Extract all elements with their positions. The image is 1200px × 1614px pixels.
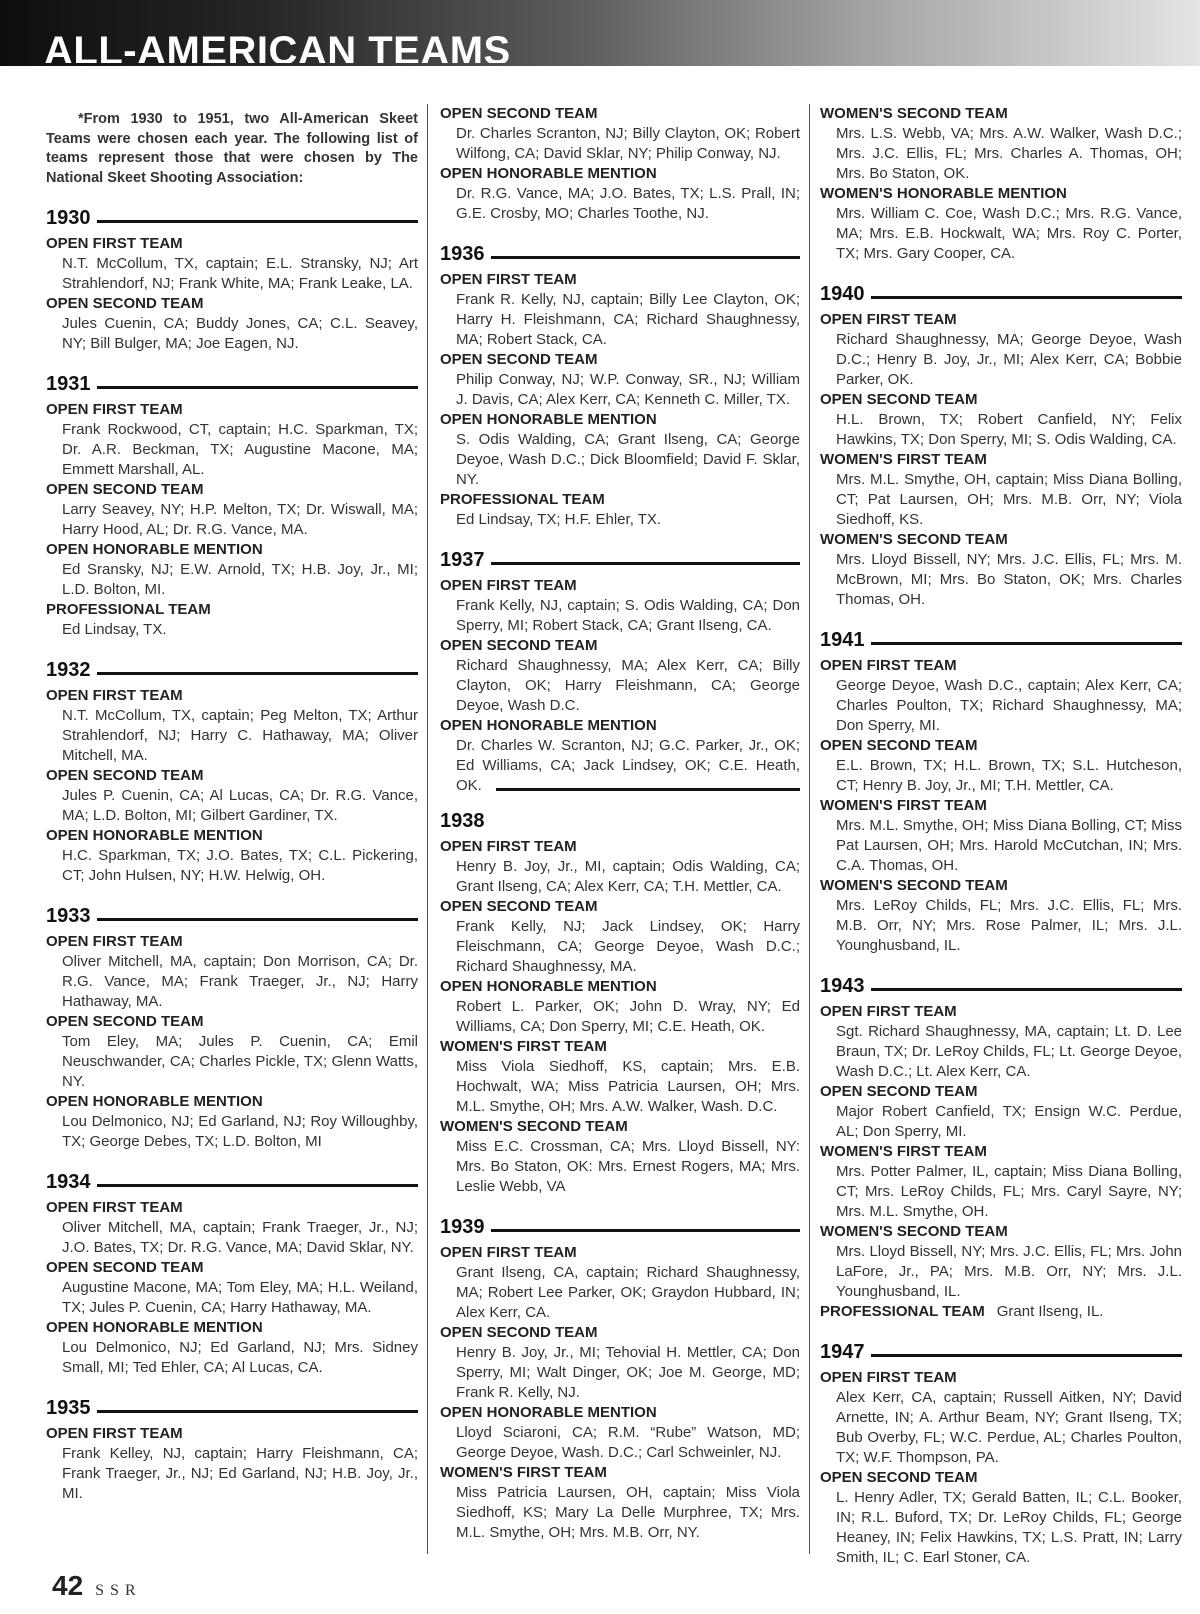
team-members: Alex Kerr, CA, captain; Russell Aitken, NY; David Arnette, IN; A. Arthur Beam, NY; Grant Ilseng, TX; Bub Overby, FL; W.C. Perdue, AL; Charles Poulton, TX; W.F. Thompson, PA. [836, 1389, 1182, 1466]
team-block [820, 1142, 1182, 1222]
team-block [440, 1403, 800, 1463]
team-heading: OPEN FIRST TEAM [46, 933, 183, 950]
team-block [440, 837, 800, 897]
team-members: Grant Ilseng, CA, captain; Richard Shaughnessy, MA; Robert Lee Parker, OK; Graydon Hubbard, IN; Alex Kerr, CA. [456, 1264, 800, 1321]
column-divider [427, 104, 428, 1554]
year-rule [97, 1184, 419, 1187]
team-block [440, 1463, 800, 1543]
year-rule [871, 988, 1183, 991]
team-heading: WOMEN'S HONORABLE MENTION [820, 185, 1067, 202]
team-heading: WOMEN'S SECOND TEAM [440, 1118, 628, 1135]
team-members: Lou Delmonico, NJ; Ed Garland, NJ; Mrs. Sidney Small, MI; Ted Ehler, CA; Al Lucas, CA. [62, 1339, 418, 1376]
team-members: L. Henry Adler, TX; Gerald Batten, IL; C.L. Booker, IN; R.L. Buford, TX; Dr. LeRoy Childs, FL; George Heaney, IN; Felix Hawkins, TX; L.S. Pratt, IN; Larry Smith, IL; C. Earl Stoner, CA. [836, 1489, 1182, 1566]
year-heading [46, 658, 418, 682]
team-heading: PROFESSIONAL TEAM [440, 491, 605, 508]
team-heading: OPEN FIRST TEAM [440, 577, 577, 594]
team-block [46, 1258, 418, 1318]
team-heading: OPEN HONORABLE MENTION [46, 1093, 263, 1110]
year-section [440, 242, 800, 530]
team-block [820, 310, 1182, 390]
team-heading: OPEN SECOND TEAM [440, 351, 598, 368]
year-section [440, 548, 800, 794]
team-heading: OPEN FIRST TEAM [820, 1369, 957, 1386]
team-block [820, 390, 1182, 450]
team-heading: WOMEN'S FIRST TEAM [820, 1143, 987, 1160]
team-members: Henry B. Joy, Jr., MI; Tehovial H. Mettler, CA; Don Sperry, MI; Walt Dinger, OK; Joe M. George, MD; Frank R. Kelly, NJ. [456, 1344, 800, 1401]
team-block [46, 932, 418, 1012]
team-members: Richard Shaughnessy, MA; George Deyoe, Wash D.C.; Henry B. Joy, Jr., MI; Alex Kerr, CA; Bobbie Parker, OK. [836, 331, 1182, 388]
team-members: Frank Kelly, NJ; Jack Lindsey, OK; Harry Fleischmann, CA; George Deyoe, Wash D.C.; Richard Shaughnessy, MA. [456, 918, 800, 975]
team-members: Dr. Charles Scranton, NJ; Billy Clayton, OK; Robert Wilfong, CA; David Sklar, NY; Philip Conway, NJ. [456, 125, 800, 162]
team-block [46, 766, 418, 826]
team-block [440, 1243, 800, 1323]
year-rule [97, 220, 419, 223]
team-block [440, 977, 800, 1037]
team-members: Mrs. L.S. Webb, VA; Mrs. A.W. Walker, Wash D.C.; Mrs. J.C. Ellis, FL; Mrs. Charles A. Thomas, OH; Mrs. Bo Staton, OK. [836, 125, 1182, 182]
team-block [46, 540, 418, 600]
team-heading: OPEN FIRST TEAM [46, 1199, 183, 1216]
team-members: Major Robert Canfield, TX; Ensign W.C. Perdue, AL; Don Sperry, MI. [836, 1103, 1182, 1140]
team-members: Oliver Mitchell, MA, captain; Don Morrison, CA; Dr. R.G. Vance, MA; Frank Traeger, Jr., NJ; Harry Hathaway, MA. [62, 953, 418, 1010]
team-members: Mrs. LeRoy Childs, FL; Mrs. J.C. Ellis, FL; Mrs. M.B. Orr, NY; Mrs. Rose Palmer, IL; Mrs. J.L. Younghusband, IL. [836, 897, 1182, 954]
team-members: Mrs. M.L. Smythe, OH; Miss Diana Bolling, CT; Miss Pat Laursen, OH; Mrs. Harold McCutchan, IN; Mrs. C.A. Thomas, OH. [836, 817, 1182, 874]
header-banner [0, 0, 1200, 66]
year-label: 1939 [440, 1216, 485, 1238]
team-block [440, 104, 800, 164]
team-heading: OPEN HONORABLE MENTION [440, 978, 657, 995]
team-block [46, 686, 418, 766]
team-block [820, 1082, 1182, 1142]
column-divider [809, 104, 810, 1554]
team-members: Mrs. Lloyd Bissell, NY; Mrs. J.C. Ellis, FL; Mrs. John LaFore, Jr., PA; Mrs. M.B. Orr, NY; Mrs. J.L. Younghusband, IL. [836, 1243, 1182, 1300]
team-members: Larry Seavey, NY; H.P. Melton, TX; Dr. Wiswall, MA; Harry Hood, AL; Dr. R.G. Vance, MA. [62, 501, 418, 538]
team-block [440, 410, 800, 490]
year-label: 1936 [440, 243, 485, 265]
year-heading [440, 242, 800, 266]
team-members: Frank Rockwood, CT, captain; H.C. Sparkman, TX; Dr. A.R. Beckman, TX; Augustine Macone, MA; Emmett Marshall, AL. [62, 421, 418, 478]
team-members: H.C. Sparkman, TX; J.O. Bates, TX; C.L. Pickering, CT; John Hulsen, NY; H.W. Helwig, OH. [62, 847, 418, 884]
team-block [440, 636, 800, 716]
team-members: Sgt. Richard Shaughnessy, MA, captain; Lt. D. Lee Braun, TX; Dr. LeRoy Childs, FL; Lt. George Deyoe, Wash D.C.; Lt. Alex Kerr, CA. [836, 1023, 1182, 1080]
year-section [820, 974, 1182, 1322]
year-heading [46, 206, 418, 230]
team-members: Ed Sransky, NJ; E.W. Arnold, TX; H.B. Joy, Jr., MI; L.D. Bolton, MI. [62, 561, 418, 598]
team-heading: WOMEN'S FIRST TEAM [440, 1038, 607, 1055]
team-heading: OPEN SECOND TEAM [46, 1013, 204, 1030]
team-heading: OPEN SECOND TEAM [46, 1259, 204, 1276]
year-section [440, 809, 800, 1197]
team-block [440, 1323, 800, 1403]
team-members: Mrs. Potter Palmer, IL, captain; Miss Diana Bolling, CT; Mrs. LeRoy Childs, FL; Mrs. Caryl Sayre, NY; Mrs. M.L. Smythe, OH. [836, 1163, 1182, 1220]
team-heading: OPEN FIRST TEAM [46, 235, 183, 252]
team-members: Robert L. Parker, OK; John D. Wray, NY; Ed Williams, CA; Don Sperry, MI; C.E. Heath, OK. [456, 998, 800, 1035]
year-label: 1934 [46, 1171, 91, 1193]
year-heading [46, 1170, 418, 1194]
team-heading: WOMEN'S SECOND TEAM [820, 531, 1008, 548]
year-rule [97, 672, 419, 675]
team-heading: OPEN HONORABLE MENTION [440, 1404, 657, 1421]
team-heading: PROFESSIONAL TEAM [46, 601, 211, 618]
team-block [46, 400, 418, 480]
year-heading [820, 1340, 1182, 1364]
team-members: Richard Shaughnessy, MA; Alex Kerr, CA; Billy Clayton, OK; Harry Fleishmann, CA; George Deyoe, Wash D.C. [456, 657, 800, 714]
team-members: Oliver Mitchell, MA, captain; Frank Traeger, Jr., NJ; J.O. Bates, TX; Dr. R.G. Vance, MA; David Sklar, NY. [62, 1219, 418, 1256]
year-heading [440, 548, 800, 572]
team-heading: OPEN FIRST TEAM [440, 1244, 577, 1261]
team-members: Dr. R.G. Vance, MA; J.O. Bates, TX; L.S. Prall, IN; G.E. Crosby, MO; Charles Toothe, NJ. [456, 185, 800, 222]
year-rule [871, 642, 1183, 645]
team-block [440, 576, 800, 636]
magazine-name: SSR [95, 1582, 142, 1599]
team-block [820, 1302, 1182, 1322]
team-members: N.T. McCollum, TX, captain; E.L. Stransky, NJ; Art Strahlendorf, NJ; Frank White, MA; Frank Leake, LA. [62, 255, 418, 292]
team-members: Mrs. William C. Coe, Wash D.C.; Mrs. R.G. Vance, MA; Mrs. E.B. Hockwalt, WA; Mrs. Roy C. Porter, TX; Mrs. Gary Cooper, CA. [836, 205, 1182, 262]
team-heading: WOMEN'S FIRST TEAM [440, 1464, 607, 1481]
team-block [820, 104, 1182, 184]
team-block [440, 490, 800, 530]
column-3 [820, 104, 1182, 1568]
year-rule [97, 386, 419, 389]
year-section [820, 1340, 1182, 1568]
year-heading [820, 628, 1182, 652]
column-1 [46, 104, 418, 1504]
team-heading: WOMEN'S FIRST TEAM [820, 797, 987, 814]
team-block [46, 1318, 418, 1378]
year-heading [820, 974, 1182, 998]
team-members: Philip Conway, NJ; W.P. Conway, SR., NJ; William J. Davis, CA; Alex Kerr, CA; Kenneth C. Miller, TX. [456, 371, 800, 408]
team-heading: OPEN FIRST TEAM [440, 838, 577, 855]
team-members: Henry B. Joy, Jr., MI, captain; Odis Walding, CA; Grant Ilseng, CA; Alex Kerr, CA; T.H. Mettler, CA. [456, 858, 800, 895]
team-members: Ed Lindsay, TX. [62, 621, 167, 638]
team-members: Mrs. M.L. Smythe, OH, captain; Miss Diana Bolling, CT; Pat Laursen, OH; Mrs. M.B. Orr, NY; Viola Siedhoff, KS. [836, 471, 1182, 528]
team-heading: OPEN FIRST TEAM [46, 687, 183, 704]
team-heading: OPEN HONORABLE MENTION [440, 717, 657, 734]
team-heading: WOMEN'S SECOND TEAM [820, 877, 1008, 894]
year-label: 1935 [46, 1397, 91, 1419]
year-rule [97, 1410, 419, 1413]
year-heading [440, 1215, 800, 1239]
team-members: Frank Kelley, NJ, captain; Harry Fleishmann, CA; Frank Traeger, Jr., NJ; Ed Garland, NJ; H.B. Joy, Jr., MI. [62, 1445, 418, 1502]
team-block [820, 656, 1182, 736]
team-heading: OPEN FIRST TEAM [820, 1003, 957, 1020]
team-members: Dr. Charles W. Scranton, NJ; G.C. Parker, Jr., OK; Ed Williams, CA; Jack Lindsey, OK; C.E. Heath, OK. [456, 737, 800, 794]
team-members: Lloyd Sciaroni, CA; R.M. “Rube” Watson, MD; George Deyoe, Wash. D.C.; Carl Schweinler, NJ. [456, 1424, 800, 1461]
team-block [46, 480, 418, 540]
team-members: Tom Eley, MA; Jules P. Cuenin, CA; Emil Neuschwander, CA; Charles Pickle, TX; Glenn Watts, NY. [62, 1033, 418, 1090]
team-members: Frank R. Kelly, NJ, captain; Billy Lee Clayton, OK; Harry H. Fleishmann, CA; Richard Shaughnessy, MA; Robert Stack, CA. [456, 291, 800, 348]
year-rule [871, 1354, 1183, 1357]
year-label: 1943 [820, 975, 865, 997]
team-members: George Deyoe, Wash D.C., captain; Alex Kerr, CA; Charles Poulton, TX; Richard Shaughnessy, MA; Don Sperry, MI. [836, 677, 1182, 734]
team-heading: OPEN HONORABLE MENTION [46, 541, 263, 558]
team-members: Lou Delmonico, NJ; Ed Garland, NJ; Roy Willoughby, TX; George Debes, TX; L.D. Bolton, MI [62, 1113, 418, 1150]
team-members: Miss Patricia Laursen, OH, captain; Miss Viola Siedhoff, KS; Mary La Delle Murphree, TX; Mrs. M.L. Smythe, OH; Mrs. M.B. Orr, NY. [456, 1484, 800, 1541]
year-section [46, 1396, 418, 1504]
team-heading: OPEN SECOND TEAM [46, 767, 204, 784]
team-heading: WOMEN'S FIRST TEAM [820, 451, 987, 468]
year-heading [46, 1396, 418, 1420]
year-label: 1938 [440, 810, 485, 832]
year-heading [820, 282, 1182, 306]
year-label: 1930 [46, 207, 91, 229]
column-2 [440, 104, 800, 1543]
team-heading: OPEN SECOND TEAM [820, 1083, 978, 1100]
team-members: Augustine Macone, MA; Tom Eley, MA; H.L. Weiland, TX; Jules P. Cuenin, CA; Harry Hathaway, MA. [62, 1279, 418, 1316]
team-block [820, 1002, 1182, 1082]
intro-note: *From 1930 to 1951, two All-American Skeet Teams were chosen each year. The following list of teams represent those that were chosen by The National Skeet Shooting Association: [46, 111, 418, 186]
year-section [820, 628, 1182, 956]
team-heading: OPEN SECOND TEAM [46, 481, 204, 498]
year-label: 1940 [820, 283, 865, 305]
team-heading: OPEN SECOND TEAM [46, 295, 204, 312]
team-block [820, 450, 1182, 530]
team-block [46, 826, 418, 886]
year-section [46, 904, 418, 1152]
team-block [820, 184, 1182, 264]
team-block [46, 1012, 418, 1092]
team-members: Miss E.C. Crossman, CA; Mrs. Lloyd Bissell, NY: Mrs. Bo Staton, OK: Mrs. Ernest Rogers, MA; Mrs. Leslie Webb, VA [456, 1138, 800, 1195]
team-block [440, 1037, 800, 1117]
team-block [46, 600, 418, 640]
team-heading: OPEN SECOND TEAM [440, 898, 598, 915]
team-heading: WOMEN'S SECOND TEAM [820, 1223, 1008, 1240]
team-members: E.L. Brown, TX; H.L. Brown, TX; S.L. Hutcheson, CT; Henry B. Joy, Jr., MI; T.H. Mettler, CA. [836, 757, 1182, 794]
page-footer [52, 1570, 142, 1602]
team-block [820, 796, 1182, 876]
team-block [440, 270, 800, 350]
year-rule [491, 1229, 801, 1232]
team-heading: OPEN HONORABLE MENTION [46, 827, 263, 844]
year-rule [97, 918, 419, 921]
team-block [46, 1198, 418, 1258]
year-rule [871, 296, 1183, 299]
team-members: S. Odis Walding, CA; Grant Ilseng, CA; George Deyoe, Wash D.C.; Dick Bloomfield; David F. Sklar, NY. [456, 431, 800, 488]
team-heading: OPEN SECOND TEAM [820, 391, 978, 408]
team-block [46, 294, 418, 354]
year-section [820, 282, 1182, 610]
year-label: 1947 [820, 1341, 865, 1363]
team-heading: OPEN FIRST TEAM [46, 1425, 183, 1442]
team-members: Jules Cuenin, CA; Buddy Jones, CA; C.L. Seavey, NY; Bill Bulger, MA; Joe Eagen, NJ. [62, 315, 418, 352]
team-block [440, 1117, 800, 1197]
team-heading: OPEN HONORABLE MENTION [46, 1319, 263, 1336]
year-label: 1941 [820, 629, 865, 651]
team-block [820, 1222, 1182, 1302]
team-block [46, 1424, 418, 1504]
year-section [46, 1170, 418, 1378]
team-members: Ed Lindsay, TX; H.F. Ehler, TX. [456, 511, 662, 528]
year-section [46, 206, 418, 354]
team-heading: OPEN SECOND TEAM [820, 1469, 978, 1486]
year-rule [491, 256, 801, 259]
team-heading: OPEN FIRST TEAM [820, 311, 957, 328]
team-heading: OPEN FIRST TEAM [46, 401, 183, 418]
section-end-rule [496, 788, 800, 791]
team-members: H.L. Brown, TX; Robert Canfield, NY; Felix Hawkins, TX; Don Sperry, MI; S. Odis Walding, CA. [836, 411, 1182, 448]
team-members: Jules P. Cuenin, CA; Al Lucas, CA; Dr. R.G. Vance, MA; L.D. Bolton, MI; Gilbert Gardiner, TX. [62, 787, 418, 824]
year-section [46, 372, 418, 640]
team-block [440, 350, 800, 410]
year-section [440, 1215, 800, 1543]
team-heading: OPEN FIRST TEAM [440, 271, 577, 288]
team-heading: OPEN FIRST TEAM [820, 657, 957, 674]
team-heading: OPEN SECOND TEAM [820, 737, 978, 754]
year-section [46, 658, 418, 886]
team-heading: PROFESSIONAL TEAM [820, 1303, 985, 1320]
team-heading: OPEN SECOND TEAM [440, 105, 598, 122]
team-heading: WOMEN'S SECOND TEAM [820, 105, 1008, 122]
year-heading [440, 809, 800, 833]
team-members: Grant Ilseng, IL. [996, 1303, 1104, 1320]
team-members: Frank Kelly, NJ, captain; S. Odis Walding, CA; Don Sperry, MI; Robert Stack, CA; Grant Ilseng, CA. [456, 597, 800, 634]
year-label: 1937 [440, 549, 485, 571]
year-label: 1931 [46, 373, 91, 395]
team-block [820, 736, 1182, 796]
year-label: 1933 [46, 905, 91, 927]
team-block [46, 234, 418, 294]
team-members: Mrs. Lloyd Bissell, NY; Mrs. J.C. Ellis, FL; Mrs. M. McBrown, MI; Mrs. Bo Staton, OK; Mrs. Charles Thomas, OH. [836, 551, 1182, 608]
team-block [440, 164, 800, 224]
page-title: ALL-AMERICAN TEAMS [44, 29, 511, 63]
year-rule [491, 562, 801, 565]
team-heading: OPEN SECOND TEAM [440, 637, 598, 654]
team-block [820, 876, 1182, 956]
team-heading: OPEN SECOND TEAM [440, 1324, 598, 1341]
team-block [440, 716, 800, 796]
team-block [440, 897, 800, 977]
team-block [820, 1468, 1182, 1568]
team-members: Miss Viola Siedhoff, KS, captain; Mrs. E.B. Hochwalt, WA; Miss Patricia Laursen, OH; Mrs. M.L. Smythe, OH; Mrs. A.W. Walker, Wash. D.C. [456, 1058, 800, 1115]
team-heading: OPEN HONORABLE MENTION [440, 411, 657, 428]
team-block [820, 1368, 1182, 1468]
year-heading [46, 372, 418, 396]
team-block [820, 530, 1182, 610]
page-number: 42 [52, 1570, 84, 1601]
team-block [46, 1092, 418, 1152]
year-label: 1932 [46, 659, 91, 681]
year-heading [46, 904, 418, 928]
team-members: N.T. McCollum, TX, captain; Peg Melton, TX; Arthur Strahlendorf, NJ; Harry C. Hathaway, MA; Oliver Mitchell, MA. [62, 707, 418, 764]
team-heading: OPEN HONORABLE MENTION [440, 165, 657, 182]
